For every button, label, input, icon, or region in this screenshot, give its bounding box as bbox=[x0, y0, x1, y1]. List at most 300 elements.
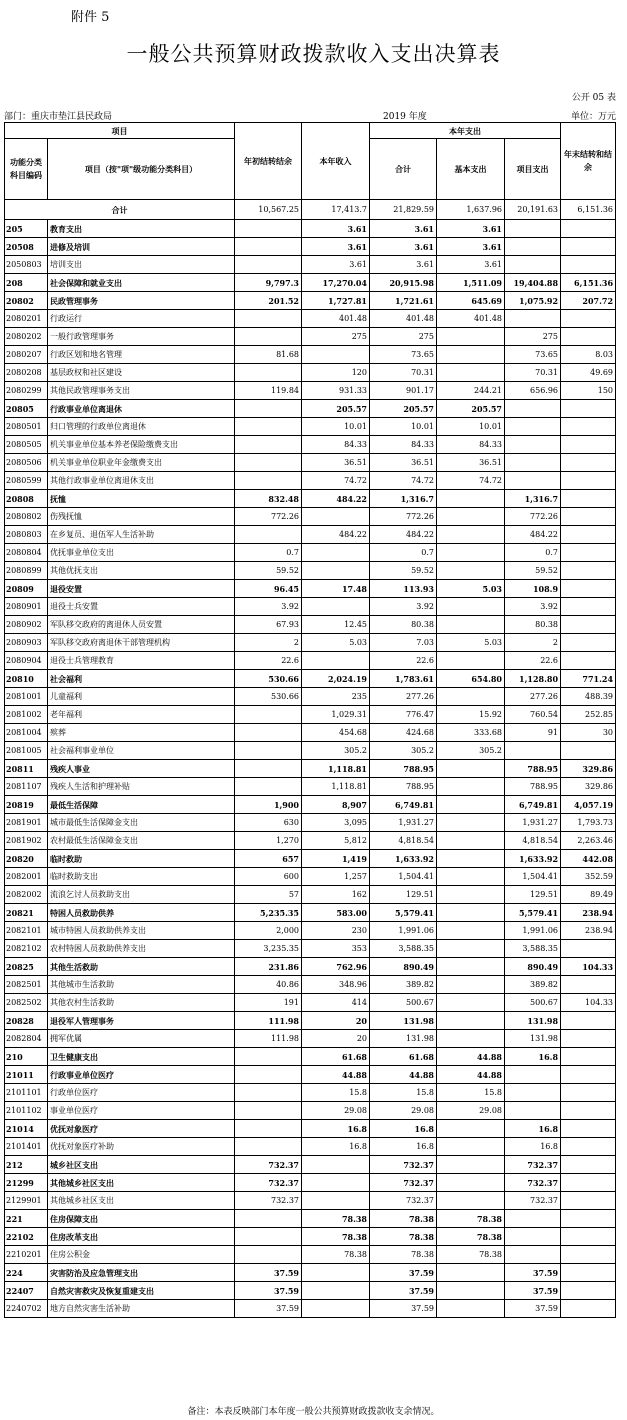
cell-proj: 37.59 bbox=[505, 1282, 561, 1300]
cell-proj: 129.51 bbox=[505, 886, 561, 904]
cell-basic bbox=[437, 904, 505, 922]
cell-code: 2210201 bbox=[5, 1246, 48, 1264]
cell-begin bbox=[235, 1084, 302, 1102]
cell-code: 21014 bbox=[5, 1120, 48, 1138]
cell-code: 2080201 bbox=[5, 310, 48, 328]
cell-total: 1,633.92 bbox=[370, 850, 437, 868]
cell-proj: 772.26 bbox=[505, 508, 561, 526]
cell-proj: 59.52 bbox=[505, 562, 561, 580]
cell-name: 抚恤 bbox=[48, 490, 235, 508]
cell-code: 20508 bbox=[5, 238, 48, 256]
total-basic: 1,637.96 bbox=[437, 200, 505, 220]
cell-basic: 36.51 bbox=[437, 454, 505, 472]
table-row bbox=[5, 994, 616, 1012]
cell-proj: 1,633.92 bbox=[505, 850, 561, 868]
cell-begin: 22.6 bbox=[235, 652, 302, 670]
cell-basic: 333.68 bbox=[437, 724, 505, 742]
table-row bbox=[5, 1102, 616, 1120]
cell-name: 残疾人事业 bbox=[48, 760, 235, 778]
cell-name: 临时救助支出 bbox=[48, 868, 235, 886]
cell-name: 事业单位医疗 bbox=[48, 1102, 235, 1120]
cell-end bbox=[561, 1138, 616, 1156]
cell-code: 2082001 bbox=[5, 868, 48, 886]
table-row bbox=[5, 490, 616, 508]
cell-basic: 305.2 bbox=[437, 742, 505, 760]
budget-table bbox=[4, 122, 616, 1318]
cell-income bbox=[302, 1174, 370, 1192]
cell-begin: 37.59 bbox=[235, 1282, 302, 1300]
cell-total: 3,588.35 bbox=[370, 940, 437, 958]
cell-code: 20811 bbox=[5, 760, 48, 778]
table-row bbox=[5, 382, 616, 400]
table-row bbox=[5, 400, 616, 418]
cell-income: 78.38 bbox=[302, 1210, 370, 1228]
cell-proj bbox=[505, 418, 561, 436]
cell-income bbox=[302, 1264, 370, 1282]
cell-income: 3.61 bbox=[302, 238, 370, 256]
cell-income: 61.68 bbox=[302, 1048, 370, 1066]
cell-basic: 78.38 bbox=[437, 1210, 505, 1228]
table-row bbox=[5, 1282, 616, 1300]
cell-name: 其他农村生活救助 bbox=[48, 994, 235, 1012]
cell-begin: 2,000 bbox=[235, 922, 302, 940]
cell-code: 2082002 bbox=[5, 886, 48, 904]
cell-total: 3.61 bbox=[370, 220, 437, 238]
cell-code: 205 bbox=[5, 220, 48, 238]
cell-end bbox=[561, 598, 616, 616]
cell-proj: 0.7 bbox=[505, 544, 561, 562]
cell-proj: 788.95 bbox=[505, 778, 561, 796]
cell-proj: 73.65 bbox=[505, 346, 561, 364]
cell-name: 最低生活保障 bbox=[48, 796, 235, 814]
cell-basic bbox=[437, 1174, 505, 1192]
total-begin: 10,567.25 bbox=[235, 200, 302, 220]
cell-basic: 3.61 bbox=[437, 256, 505, 274]
total-income: 17,413.7 bbox=[302, 200, 370, 220]
cell-name: 其他生活救助 bbox=[48, 958, 235, 976]
cell-name: 住房改革支出 bbox=[48, 1228, 235, 1246]
cell-code: 2129901 bbox=[5, 1192, 48, 1210]
table-row bbox=[5, 256, 616, 274]
cell-end bbox=[561, 1282, 616, 1300]
cell-income: 583.00 bbox=[302, 904, 370, 922]
cell-end: 104.33 bbox=[561, 994, 616, 1012]
cell-total: 29.08 bbox=[370, 1102, 437, 1120]
table-row bbox=[5, 706, 616, 724]
cell-end bbox=[561, 1228, 616, 1246]
cell-end bbox=[561, 1246, 616, 1264]
cell-basic bbox=[437, 526, 505, 544]
cell-name: 卫生健康支出 bbox=[48, 1048, 235, 1066]
cell-total: 732.37 bbox=[370, 1156, 437, 1174]
cell-total: 424.68 bbox=[370, 724, 437, 742]
cell-name: 行政事业单位离退休 bbox=[48, 400, 235, 418]
cell-total: 772.26 bbox=[370, 508, 437, 526]
cell-code: 210 bbox=[5, 1048, 48, 1066]
table-row bbox=[5, 886, 616, 904]
cell-proj bbox=[505, 454, 561, 472]
cell-total: 16.8 bbox=[370, 1120, 437, 1138]
table-row bbox=[5, 346, 616, 364]
cell-begin bbox=[235, 454, 302, 472]
cell-basic bbox=[437, 940, 505, 958]
cell-begin: 67.93 bbox=[235, 616, 302, 634]
cell-income: 205.57 bbox=[302, 400, 370, 418]
cell-income: 762.96 bbox=[302, 958, 370, 976]
cell-basic: 1,511.09 bbox=[437, 274, 505, 292]
cell-proj: 19,404.88 bbox=[505, 274, 561, 292]
cell-code: 20825 bbox=[5, 958, 48, 976]
table-row bbox=[5, 328, 616, 346]
cell-basic bbox=[437, 850, 505, 868]
cell-total: 61.68 bbox=[370, 1048, 437, 1066]
cell-code: 2080804 bbox=[5, 544, 48, 562]
cell-end bbox=[561, 1174, 616, 1192]
cell-income bbox=[302, 652, 370, 670]
cell-begin bbox=[235, 256, 302, 274]
cell-basic bbox=[437, 1012, 505, 1030]
cell-name: 儿童福利 bbox=[48, 688, 235, 706]
cell-begin bbox=[235, 472, 302, 490]
cell-end bbox=[561, 1066, 616, 1084]
cell-income: 275 bbox=[302, 328, 370, 346]
cell-income: 484.22 bbox=[302, 526, 370, 544]
cell-basic bbox=[437, 1138, 505, 1156]
cell-proj: 890.49 bbox=[505, 958, 561, 976]
cell-code: 2081901 bbox=[5, 814, 48, 832]
cell-basic: 5.03 bbox=[437, 634, 505, 652]
cell-begin: 732.37 bbox=[235, 1174, 302, 1192]
cell-end bbox=[561, 940, 616, 958]
cell-total: 7.03 bbox=[370, 634, 437, 652]
table-row bbox=[5, 742, 616, 760]
cell-total: 44.88 bbox=[370, 1066, 437, 1084]
cell-basic bbox=[437, 688, 505, 706]
cell-income: 235 bbox=[302, 688, 370, 706]
cell-name: 行政运行 bbox=[48, 310, 235, 328]
cell-proj: 1,128.80 bbox=[505, 670, 561, 688]
cell-end: 488.39 bbox=[561, 688, 616, 706]
cell-total: 205.57 bbox=[370, 400, 437, 418]
cell-proj bbox=[505, 472, 561, 490]
cell-code: 2082101 bbox=[5, 922, 48, 940]
cell-end: 329.86 bbox=[561, 778, 616, 796]
cell-basic bbox=[437, 796, 505, 814]
cell-end bbox=[561, 1012, 616, 1030]
cell-begin bbox=[235, 238, 302, 256]
cell-end: 49.69 bbox=[561, 364, 616, 382]
cell-begin: 3.92 bbox=[235, 598, 302, 616]
cell-begin: 37.59 bbox=[235, 1300, 302, 1318]
cell-code: 2080599 bbox=[5, 472, 48, 490]
cell-proj: 732.37 bbox=[505, 1192, 561, 1210]
cell-code: 22102 bbox=[5, 1228, 48, 1246]
cell-income: 1,118.81 bbox=[302, 778, 370, 796]
cell-total: 16.8 bbox=[370, 1138, 437, 1156]
cell-total: 15.8 bbox=[370, 1084, 437, 1102]
cell-name: 退役士兵管理教育 bbox=[48, 652, 235, 670]
cell-name: 进修及培训 bbox=[48, 238, 235, 256]
cell-begin bbox=[235, 1102, 302, 1120]
cell-total: 3.61 bbox=[370, 238, 437, 256]
cell-proj: 6,749.81 bbox=[505, 796, 561, 814]
header-project: 项目 bbox=[5, 123, 235, 139]
total-end: 6,151.36 bbox=[561, 200, 616, 220]
cell-name: 自然灾害救灾及恢复重建支出 bbox=[48, 1282, 235, 1300]
cell-begin: 657 bbox=[235, 850, 302, 868]
cell-begin bbox=[235, 436, 302, 454]
cell-basic: 3.61 bbox=[437, 220, 505, 238]
table-row bbox=[5, 1156, 616, 1174]
cell-proj bbox=[505, 400, 561, 418]
cell-income: 16.8 bbox=[302, 1120, 370, 1138]
cell-basic bbox=[437, 976, 505, 994]
cell-income: 5,812 bbox=[302, 832, 370, 850]
cell-code: 20819 bbox=[5, 796, 48, 814]
cell-begin: 5,235.35 bbox=[235, 904, 302, 922]
cell-proj: 277.26 bbox=[505, 688, 561, 706]
cell-total: 5,579.41 bbox=[370, 904, 437, 922]
table-row bbox=[5, 778, 616, 796]
cell-income: 84.33 bbox=[302, 436, 370, 454]
form-code: 公开 05 表 bbox=[571, 93, 616, 103]
table-row bbox=[5, 1210, 616, 1228]
header-total: 合计 bbox=[370, 139, 437, 200]
cell-end bbox=[561, 436, 616, 454]
cell-name: 民政管理事务 bbox=[48, 292, 235, 310]
cell-income: 29.08 bbox=[302, 1102, 370, 1120]
cell-end bbox=[561, 454, 616, 472]
cell-end bbox=[561, 1102, 616, 1120]
cell-total: 500.67 bbox=[370, 994, 437, 1012]
cell-begin: 772.26 bbox=[235, 508, 302, 526]
cell-basic: 74.72 bbox=[437, 472, 505, 490]
cell-begin: 81.68 bbox=[235, 346, 302, 364]
table-row bbox=[5, 292, 616, 310]
table-row bbox=[5, 958, 616, 976]
cell-end: 6,151.36 bbox=[561, 274, 616, 292]
table-row bbox=[5, 796, 616, 814]
cell-code: 2080802 bbox=[5, 508, 48, 526]
cell-begin bbox=[235, 760, 302, 778]
cell-income: 78.38 bbox=[302, 1228, 370, 1246]
table-row bbox=[5, 1228, 616, 1246]
cell-proj bbox=[505, 310, 561, 328]
cell-begin: 530.66 bbox=[235, 670, 302, 688]
cell-basic bbox=[437, 1156, 505, 1174]
cell-proj: 16.8 bbox=[505, 1048, 561, 1066]
cell-end bbox=[561, 1156, 616, 1174]
cell-total: 277.26 bbox=[370, 688, 437, 706]
table-row bbox=[5, 1120, 616, 1138]
cell-total: 788.95 bbox=[370, 778, 437, 796]
unit-label: 单位：万元 bbox=[570, 112, 616, 122]
cell-basic bbox=[437, 346, 505, 364]
cell-income: 17.48 bbox=[302, 580, 370, 598]
cell-total: 3.61 bbox=[370, 256, 437, 274]
cell-begin: 231.86 bbox=[235, 958, 302, 976]
cell-total: 788.95 bbox=[370, 760, 437, 778]
cell-code: 2080904 bbox=[5, 652, 48, 670]
table-row bbox=[5, 274, 616, 292]
cell-code: 20809 bbox=[5, 580, 48, 598]
table-row bbox=[5, 1174, 616, 1192]
footnote: 备注：本表反映部门本年度一般公共预算财政拨款收支余情况。 bbox=[187, 1407, 440, 1417]
page-title: 一般公共预算财政拨款收入支出决算表 bbox=[126, 42, 501, 66]
cell-proj bbox=[505, 1084, 561, 1102]
cell-name: 伤残抚恤 bbox=[48, 508, 235, 526]
cell-begin: 96.45 bbox=[235, 580, 302, 598]
cell-code: 2080202 bbox=[5, 328, 48, 346]
cell-end bbox=[561, 652, 616, 670]
table-row bbox=[5, 814, 616, 832]
cell-total: 129.51 bbox=[370, 886, 437, 904]
cell-end: 352.59 bbox=[561, 868, 616, 886]
cell-basic bbox=[437, 1300, 505, 1318]
year-label: 2019 年度 bbox=[383, 112, 427, 122]
cell-income: 3,095 bbox=[302, 814, 370, 832]
cell-name: 特困人员救助供养 bbox=[48, 904, 235, 922]
cell-basic: 645.69 bbox=[437, 292, 505, 310]
cell-income: 44.88 bbox=[302, 1066, 370, 1084]
cell-proj bbox=[505, 1066, 561, 1084]
table-row bbox=[5, 868, 616, 886]
cell-code: 2082804 bbox=[5, 1030, 48, 1048]
cell-name: 教育支出 bbox=[48, 220, 235, 238]
cell-income: 3.61 bbox=[302, 220, 370, 238]
cell-end: 207.72 bbox=[561, 292, 616, 310]
cell-basic bbox=[437, 598, 505, 616]
cell-total: 3.92 bbox=[370, 598, 437, 616]
cell-end: 8.03 bbox=[561, 346, 616, 364]
cell-name: 残疾人生活和护理补贴 bbox=[48, 778, 235, 796]
cell-end bbox=[561, 310, 616, 328]
cell-income: 1,029.31 bbox=[302, 706, 370, 724]
cell-basic bbox=[437, 544, 505, 562]
cell-code: 2081004 bbox=[5, 724, 48, 742]
cell-begin: 111.98 bbox=[235, 1012, 302, 1030]
cell-begin bbox=[235, 1120, 302, 1138]
table-row bbox=[5, 1066, 616, 1084]
cell-end: 442.08 bbox=[561, 850, 616, 868]
cell-income: 162 bbox=[302, 886, 370, 904]
total-proj: 20,191.63 bbox=[505, 200, 561, 220]
cell-proj: 1,504.41 bbox=[505, 868, 561, 886]
table-row bbox=[5, 1300, 616, 1318]
cell-begin: 630 bbox=[235, 814, 302, 832]
cell-end bbox=[561, 220, 616, 238]
cell-total: 305.2 bbox=[370, 742, 437, 760]
cell-name: 城市最低生活保障金支出 bbox=[48, 814, 235, 832]
cell-begin: 40.86 bbox=[235, 976, 302, 994]
cell-code: 2240702 bbox=[5, 1300, 48, 1318]
cell-end bbox=[561, 562, 616, 580]
cell-income: 348.96 bbox=[302, 976, 370, 994]
cell-name: 社会福利 bbox=[48, 670, 235, 688]
cell-name: 行政单位医疗 bbox=[48, 1084, 235, 1102]
cell-begin bbox=[235, 418, 302, 436]
cell-total: 78.38 bbox=[370, 1246, 437, 1264]
table-row bbox=[5, 1048, 616, 1066]
table-row bbox=[5, 436, 616, 454]
cell-code: 212 bbox=[5, 1156, 48, 1174]
cell-code: 2101401 bbox=[5, 1138, 48, 1156]
cell-end bbox=[561, 1120, 616, 1138]
cell-proj: 16.8 bbox=[505, 1120, 561, 1138]
cell-total: 59.52 bbox=[370, 562, 437, 580]
header-name: 项目（按"项"级功能分类科目） bbox=[48, 139, 235, 200]
total-row bbox=[5, 200, 616, 220]
cell-income: 305.2 bbox=[302, 742, 370, 760]
cell-code: 2080902 bbox=[5, 616, 48, 634]
cell-code: 2080803 bbox=[5, 526, 48, 544]
cell-total: 401.48 bbox=[370, 310, 437, 328]
cell-income: 1,419 bbox=[302, 850, 370, 868]
cell-proj: 760.54 bbox=[505, 706, 561, 724]
cell-begin bbox=[235, 1228, 302, 1246]
cell-code: 2082502 bbox=[5, 994, 48, 1012]
cell-basic: 78.38 bbox=[437, 1246, 505, 1264]
cell-name: 一般行政管理事务 bbox=[48, 328, 235, 346]
cell-income bbox=[302, 544, 370, 562]
cell-total: 890.49 bbox=[370, 958, 437, 976]
cell-income bbox=[302, 1156, 370, 1174]
cell-begin bbox=[235, 724, 302, 742]
table-row bbox=[5, 454, 616, 472]
cell-basic bbox=[437, 778, 505, 796]
cell-name: 殡葬 bbox=[48, 724, 235, 742]
cell-end bbox=[561, 472, 616, 490]
cell-begin: 111.98 bbox=[235, 1030, 302, 1048]
cell-name: 地方自然灾害生活补助 bbox=[48, 1300, 235, 1318]
cell-code: 2080901 bbox=[5, 598, 48, 616]
cell-income: 78.38 bbox=[302, 1246, 370, 1264]
cell-basic bbox=[437, 814, 505, 832]
cell-code: 2081002 bbox=[5, 706, 48, 724]
cell-proj bbox=[505, 238, 561, 256]
cell-proj: 484.22 bbox=[505, 526, 561, 544]
cell-total: 275 bbox=[370, 328, 437, 346]
cell-total: 1,783.61 bbox=[370, 670, 437, 688]
cell-name: 军队移交政府离退休干部管理机构 bbox=[48, 634, 235, 652]
cell-proj: 37.59 bbox=[505, 1300, 561, 1318]
table-row bbox=[5, 1138, 616, 1156]
cell-end: 238.94 bbox=[561, 922, 616, 940]
cell-total: 37.59 bbox=[370, 1264, 437, 1282]
cell-begin: 1,900 bbox=[235, 796, 302, 814]
table-row bbox=[5, 940, 616, 958]
table-row bbox=[5, 616, 616, 634]
cell-begin bbox=[235, 742, 302, 760]
cell-income: 17,270.04 bbox=[302, 274, 370, 292]
cell-name: 归口管理的行政单位离退休 bbox=[48, 418, 235, 436]
cell-income: 2,024.19 bbox=[302, 670, 370, 688]
cell-end bbox=[561, 544, 616, 562]
cell-end bbox=[561, 616, 616, 634]
cell-proj: 70.31 bbox=[505, 364, 561, 382]
cell-basic: 15.8 bbox=[437, 1084, 505, 1102]
cell-begin: 732.37 bbox=[235, 1156, 302, 1174]
cell-name: 军队移交政府的离退休人员安置 bbox=[48, 616, 235, 634]
cell-begin bbox=[235, 1246, 302, 1264]
cell-total: 1,991.06 bbox=[370, 922, 437, 940]
cell-income: 20 bbox=[302, 1030, 370, 1048]
cell-code: 20805 bbox=[5, 400, 48, 418]
cell-begin bbox=[235, 1066, 302, 1084]
cell-end: 771.24 bbox=[561, 670, 616, 688]
cell-proj: 1,931.27 bbox=[505, 814, 561, 832]
cell-code: 208 bbox=[5, 274, 48, 292]
